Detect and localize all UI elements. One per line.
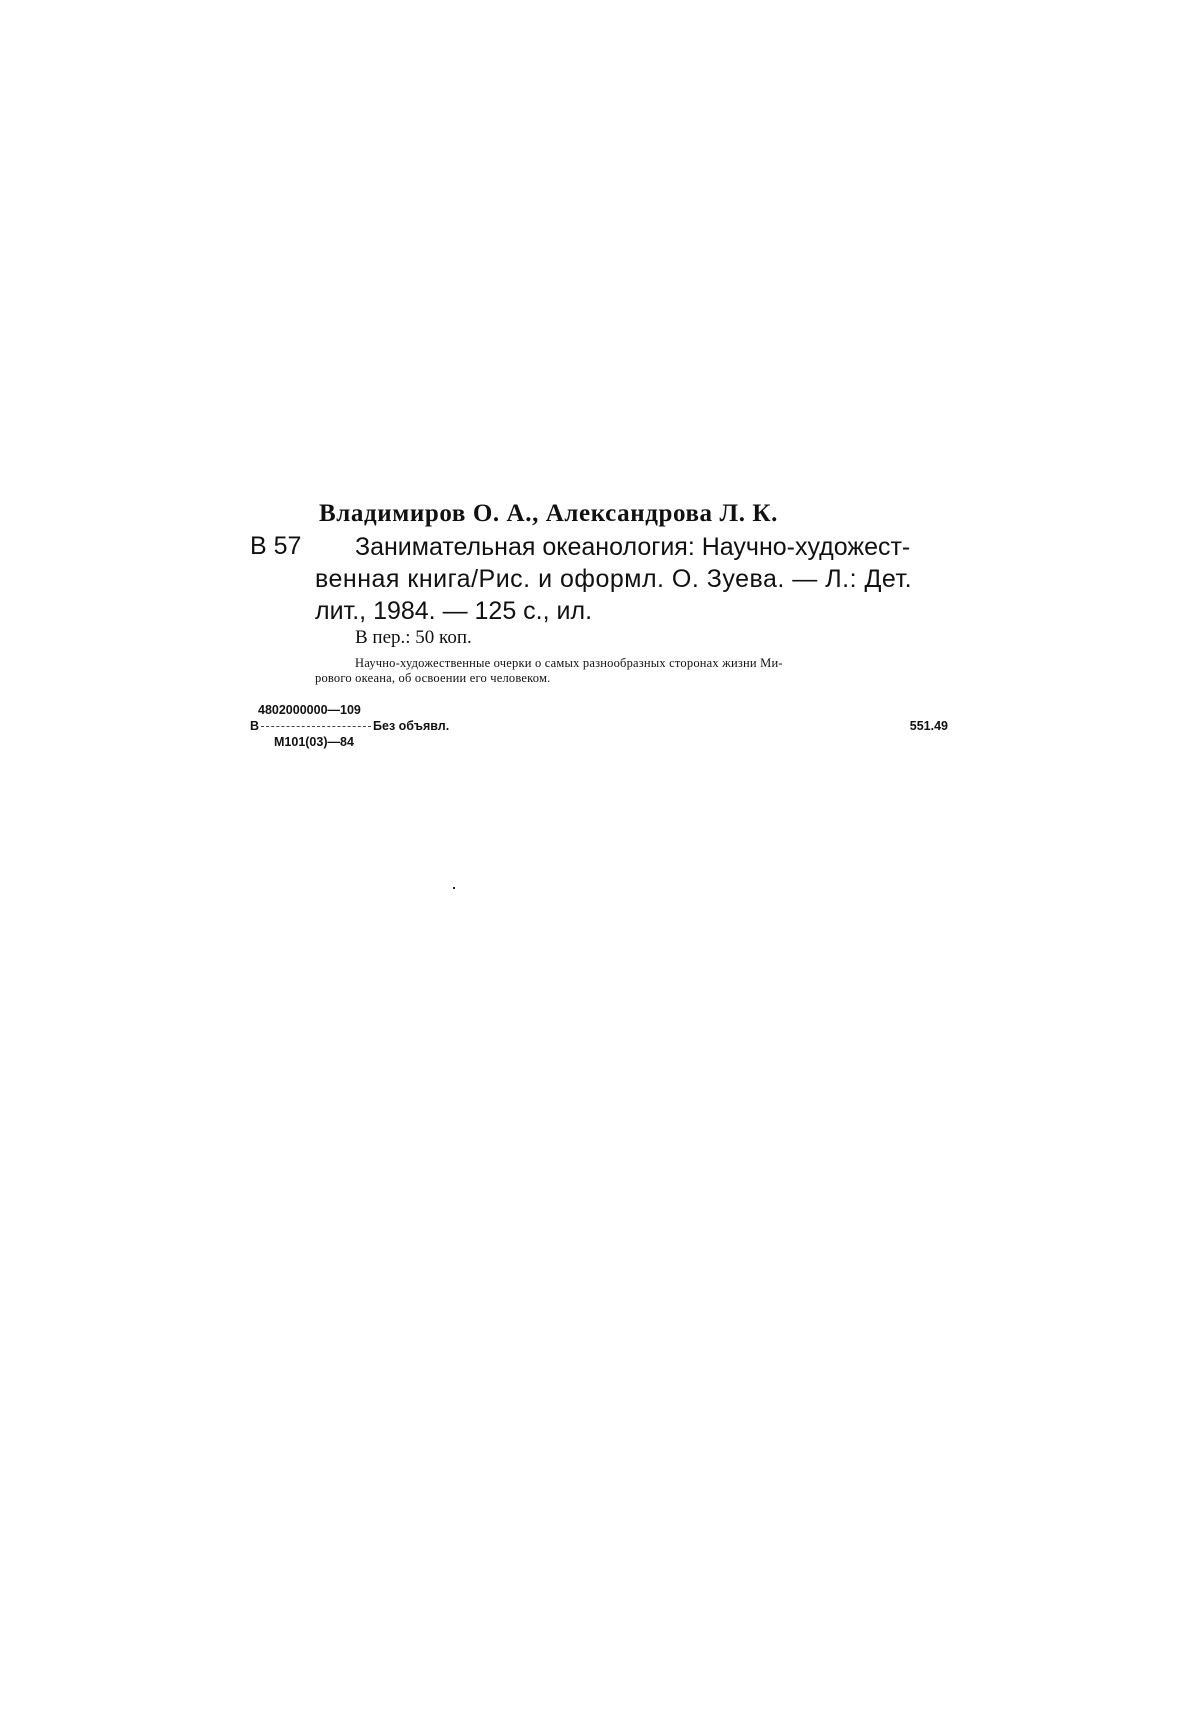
description-line: лит., 1984. — 125 с., ил. [315,597,593,625]
catalog-code-block [250,702,950,750]
call-code: В 57 [250,532,302,560]
catalog-numerator: 4802000000—109 [258,703,361,717]
stray-mark [453,887,455,889]
annotation [315,656,955,686]
udc-code: 551.49 [909,719,948,733]
bibliographic-description [315,531,1200,627]
fraction-rule [261,726,371,727]
annotation-line: Научно-художественные очерки о самых разнообразных сторонах жизни Ми- [355,656,783,670]
authors-heading: Владимиров О. А., Александрова Л. К. [319,500,779,527]
annotation-line: рового океана, об освоении его человеком. [315,671,551,685]
catalog-letter: В [250,719,260,733]
catalog-middle-line [250,718,449,734]
description-line: Занимательная океанология: Научно-художест- [355,533,911,561]
catalog-no-ad: Без объявл. [373,719,450,733]
description-line: венная книга/Рис. и оформл. О. Зуева. — Л.: Дет. [315,565,913,593]
price-line: В пер.: 50 коп. [355,627,472,648]
catalog-denominator: М101(03)—84 [274,735,354,749]
